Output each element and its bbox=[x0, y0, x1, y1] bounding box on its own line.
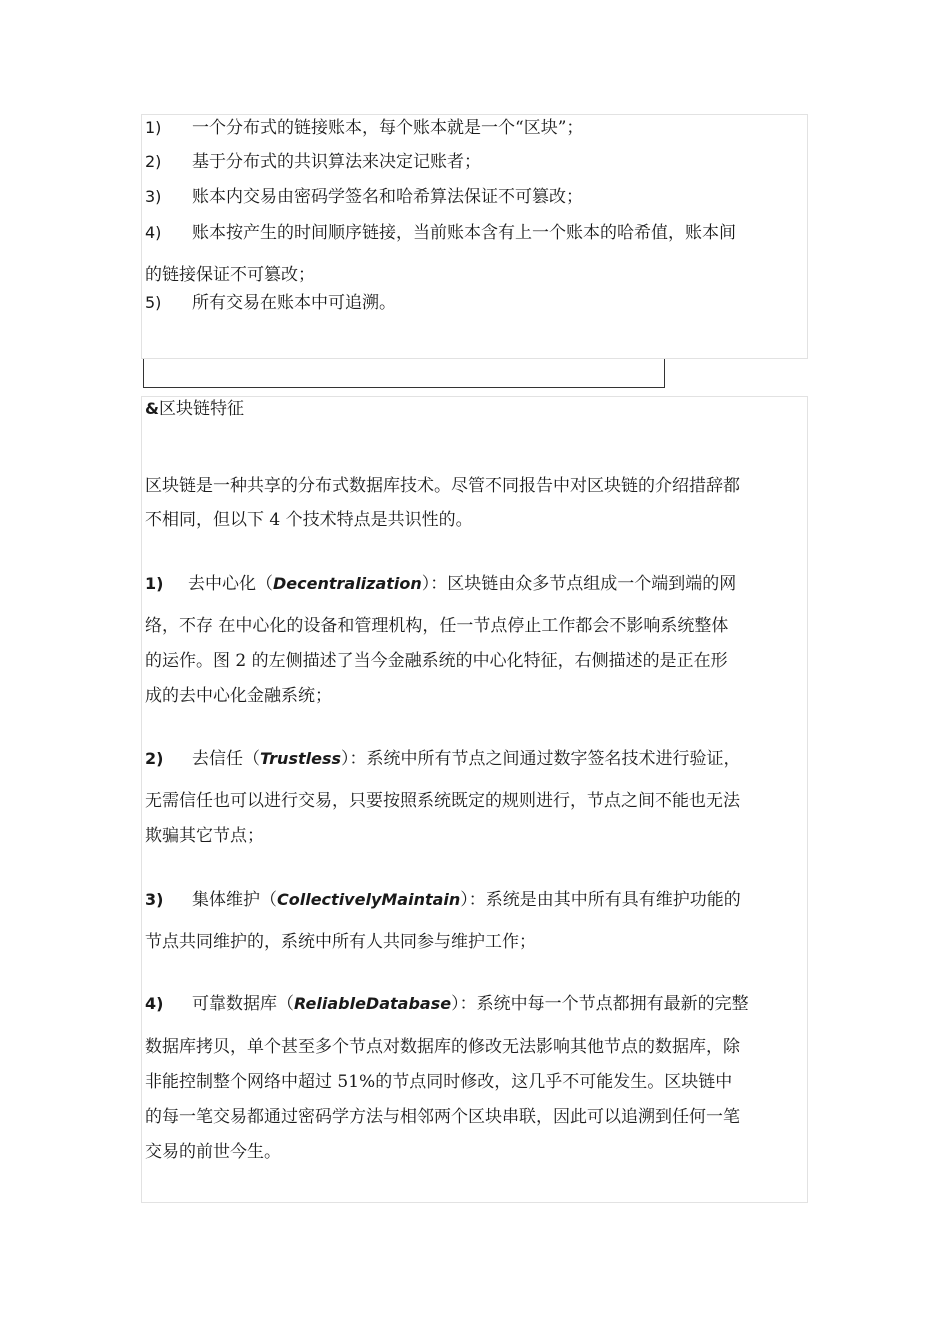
list-item-continuation: 的链接保证不可篡改； bbox=[145, 265, 315, 285]
empty-box bbox=[143, 359, 665, 388]
list-item: 5) 所有交易在账本中可追溯。 bbox=[145, 293, 396, 313]
feature-line: 4) 可靠数据库（ReliableDatabase）：系统中每一个节点都拥有最新的完整 bbox=[145, 994, 749, 1014]
intro-line: 区块链是一种共享的分布式数据库技术。尽管不同报告中对区块链的介绍措辞都 bbox=[145, 476, 740, 496]
list-item: 1) 一个分布式的链接账本，每个账本就是一个“区块”； bbox=[145, 118, 584, 138]
feature-line: 的每一笔交易都通过密码学方法与相邻两个区块串联，因此可以追溯到任何一笔 bbox=[145, 1107, 740, 1127]
list-item: 3) 账本内交易由密码学签名和哈希算法保证不可篡改； bbox=[145, 187, 583, 207]
intro-line: 不相同，但以下 4 个技术特点是共识性的。 bbox=[145, 510, 473, 530]
feature-line: 欺骗其它节点； bbox=[145, 826, 264, 846]
feature-line: 1) 去中心化（Decentralization）：区块链由众多节点组成一个端到端的网 bbox=[145, 574, 737, 594]
feature-line: 络，不存 在中心化的设备和管理机构，任一节点停止工作都会不影响系统整体 bbox=[145, 616, 729, 636]
list-item: 2) 基于分布式的共识算法来决定记账者； bbox=[145, 152, 481, 172]
feature-line: 2) 去信任（Trustless）：系统中所有节点之间通过数字签名技术进行验证， bbox=[145, 749, 741, 769]
feature-line: 成的去中心化金融系统； bbox=[145, 686, 332, 706]
feature-line: 非能控制整个网络中超过 51%的节点同时修改，这几乎不可能发生。区块链中 bbox=[145, 1072, 733, 1092]
feature-line: 的运作。图 2 的左侧描述了当今金融系统的中心化特征，右侧描述的是正在形 bbox=[145, 651, 728, 671]
list-item: 4) 账本按产生的时间顺序链接，当前账本含有上一个账本的哈希值，账本间 bbox=[145, 223, 736, 243]
feature-line: 无需信任也可以进行交易，只要按照系统既定的规则进行，节点之间不能也无法 bbox=[145, 791, 740, 811]
feature-line: 节点共同维护的，系统中所有人共同参与维护工作； bbox=[145, 932, 536, 952]
feature-line: 交易的前世今生。 bbox=[145, 1142, 281, 1162]
feature-line: 3) 集体维护（CollectivelyMaintain）：系统是由其中所有具有维护功能的 bbox=[145, 890, 741, 910]
section-heading: &区块链特征 bbox=[145, 399, 244, 419]
feature-line: 数据库拷贝，单个甚至多个节点对数据库的修改无法影响其他节点的数据库，除 bbox=[145, 1037, 740, 1057]
